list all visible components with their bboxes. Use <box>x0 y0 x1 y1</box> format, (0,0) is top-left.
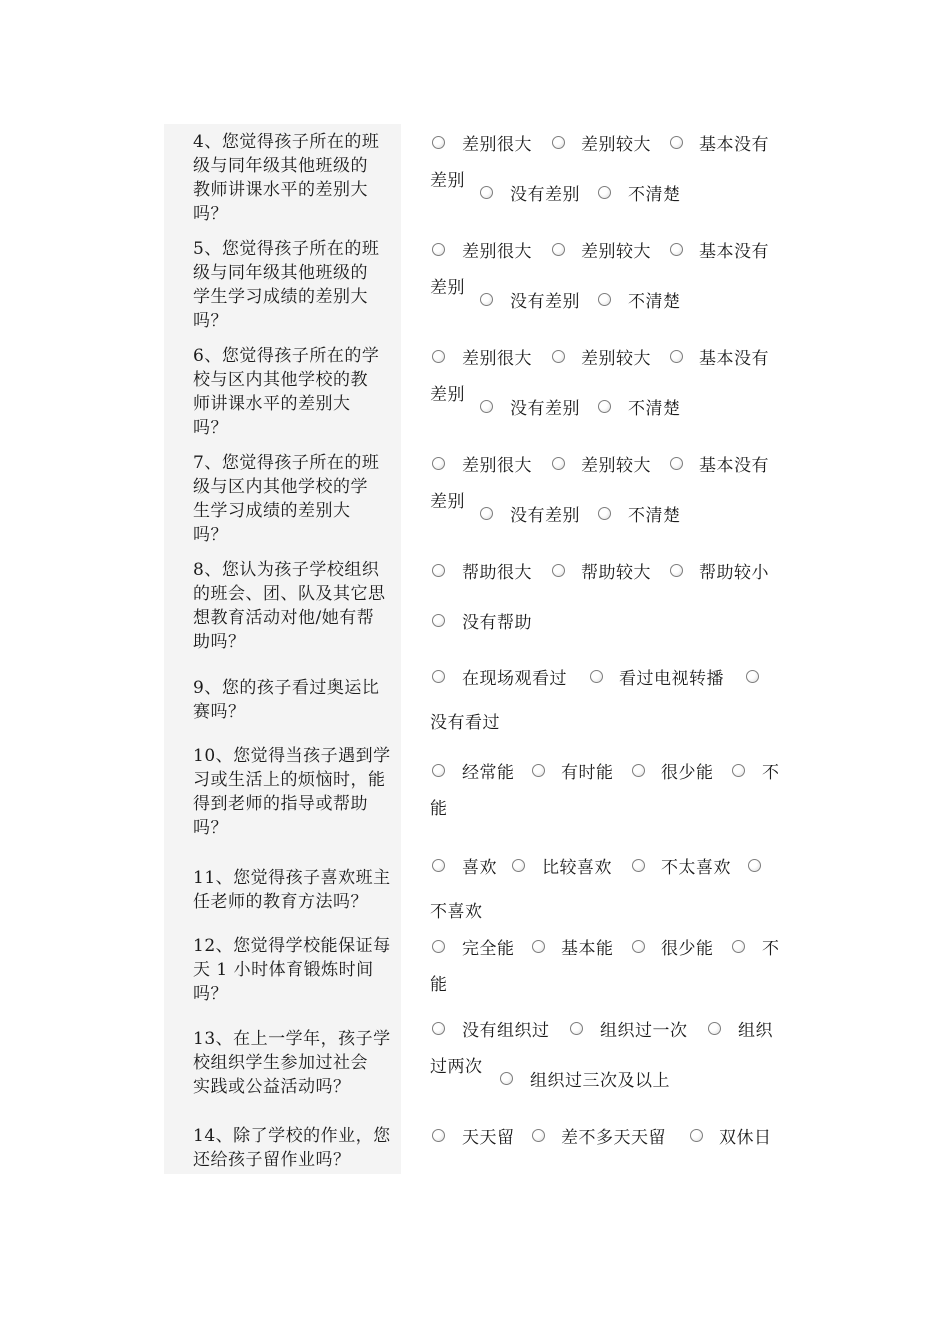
radio-button[interactable] <box>432 136 445 149</box>
radio-button[interactable] <box>432 564 445 577</box>
option-label: 差别较大 <box>581 242 651 262</box>
option-label: 不太喜欢 <box>661 858 731 878</box>
option-label: 很少能 <box>661 939 714 959</box>
question-text: 5、您觉得孩子所在的班 级与同年级其他班级的 学生学习成绩的差别大 吗？ <box>193 239 380 331</box>
option-label: 不清楚 <box>628 506 681 526</box>
radio-button[interactable] <box>670 564 683 577</box>
radio-button[interactable] <box>598 507 611 520</box>
radio-button[interactable] <box>598 400 611 413</box>
option-label: 差别很大 <box>462 456 532 476</box>
option-label: 差别很大 <box>462 135 532 155</box>
radio-button[interactable] <box>552 564 565 577</box>
option-label: 比较喜欢 <box>542 858 612 878</box>
option-label: 没有差别 <box>510 292 580 312</box>
radio-button[interactable] <box>500 1072 513 1085</box>
radio-button[interactable] <box>746 670 759 683</box>
option-label: 喜欢 <box>462 858 497 878</box>
option-label: 帮助较小 <box>699 563 769 583</box>
question-text: 12、您觉得学校能保证每 天 1 小时体育锻炼时间 吗？ <box>193 936 391 1004</box>
option-label: 没有看过 <box>430 713 500 733</box>
option-label: 差别较大 <box>581 135 651 155</box>
radio-button[interactable] <box>480 186 493 199</box>
radio-button[interactable] <box>432 1022 445 1035</box>
option-label: 不清楚 <box>628 185 681 205</box>
option-label: 不清楚 <box>628 292 681 312</box>
radio-button[interactable] <box>670 457 683 470</box>
radio-button[interactable] <box>598 186 611 199</box>
radio-button[interactable] <box>432 940 445 953</box>
option-label: 基本能 <box>561 939 614 959</box>
option-label: 基本没有 差别 <box>430 456 769 512</box>
question-text: 13、在上一学年，孩子学 校组织学生参加过社会 实践或公益活动吗？ <box>193 1029 391 1097</box>
option-label: 没有差别 <box>510 185 580 205</box>
radio-button[interactable] <box>598 293 611 306</box>
radio-button[interactable] <box>480 400 493 413</box>
option-label: 看过电视转播 <box>619 669 724 689</box>
radio-button[interactable] <box>512 859 525 872</box>
question-text: 14、除了学校的作业，您 还给孩子留作业吗？ <box>193 1126 391 1170</box>
option-label: 不清楚 <box>628 399 681 419</box>
question-text: 9、您的孩子看过奥运比 赛吗？ <box>193 678 380 722</box>
option-label: 没有差别 <box>510 399 580 419</box>
option-label: 没有差别 <box>510 506 580 526</box>
option-label: 天天留 <box>462 1128 515 1148</box>
option-label: 差别很大 <box>462 349 532 369</box>
option-label: 帮助较大 <box>581 563 651 583</box>
option-label: 组织 过两次 <box>430 1021 773 1077</box>
radio-button[interactable] <box>532 764 545 777</box>
radio-button[interactable] <box>708 1022 721 1035</box>
option-label: 帮助很大 <box>462 563 532 583</box>
radio-button[interactable] <box>670 243 683 256</box>
option-label: 双休日 <box>719 1128 772 1148</box>
option-label: 不喜欢 <box>430 902 483 922</box>
radio-button[interactable] <box>532 1129 545 1142</box>
radio-button[interactable] <box>480 507 493 520</box>
question-text: 4、您觉得孩子所在的班 级与同年级其他班级的 教师讲课水平的差别大 吗？ <box>193 132 380 224</box>
radio-button[interactable] <box>432 243 445 256</box>
radio-button[interactable] <box>570 1022 583 1035</box>
option-label: 基本没有 差别 <box>430 135 769 191</box>
radio-button[interactable] <box>432 614 445 627</box>
option-label: 差别较大 <box>581 349 651 369</box>
radio-button[interactable] <box>432 350 445 363</box>
radio-button[interactable] <box>432 457 445 470</box>
radio-button[interactable] <box>532 940 545 953</box>
option-label: 组织过一次 <box>600 1021 688 1041</box>
radio-button[interactable] <box>732 940 745 953</box>
option-label: 不 能 <box>430 939 780 995</box>
radio-button[interactable] <box>552 136 565 149</box>
option-label: 差不多天天留 <box>561 1128 666 1148</box>
option-label: 基本没有 差别 <box>430 349 769 405</box>
radio-button[interactable] <box>480 293 493 306</box>
option-label: 很少能 <box>661 763 714 783</box>
radio-button[interactable] <box>432 670 445 683</box>
question-text: 7、您觉得孩子所在的班 级与区内其他学校的学 生学习成绩的差别大 吗？ <box>193 453 380 545</box>
question-text: 10、您觉得当孩子遇到学 习或生活上的烦恼时，能 得到老师的指导或帮助 吗？ <box>193 746 391 838</box>
radio-button[interactable] <box>432 764 445 777</box>
radio-button[interactable] <box>552 243 565 256</box>
question-text: 8、您认为孩子学校组织 的班会、团、队及其它思 想教育活动对他/她有帮 助吗？ <box>193 560 386 652</box>
radio-button[interactable] <box>670 136 683 149</box>
option-label: 有时能 <box>561 763 614 783</box>
option-label: 没有组织过 <box>462 1021 550 1041</box>
option-label: 基本没有 差别 <box>430 242 769 298</box>
radio-button[interactable] <box>632 764 645 777</box>
option-label: 不 能 <box>430 763 780 819</box>
radio-button[interactable] <box>432 859 445 872</box>
radio-button[interactable] <box>632 940 645 953</box>
radio-button[interactable] <box>632 859 645 872</box>
radio-button[interactable] <box>670 350 683 363</box>
radio-button[interactable] <box>690 1129 703 1142</box>
question-text: 6、您觉得孩子所在的学 校与区内其他学校的教 师讲课水平的差别大 吗？ <box>193 346 380 438</box>
option-label: 经常能 <box>462 763 515 783</box>
question-text: 11、您觉得孩子喜欢班主 任老师的教育方法吗？ <box>193 868 391 912</box>
option-label: 没有帮助 <box>462 613 532 633</box>
option-label: 组织过三次及以上 <box>530 1071 670 1091</box>
option-label: 差别较大 <box>581 456 651 476</box>
radio-button[interactable] <box>748 859 761 872</box>
radio-button[interactable] <box>590 670 603 683</box>
radio-button[interactable] <box>552 457 565 470</box>
option-label: 差别很大 <box>462 242 532 262</box>
option-label: 在现场观看过 <box>462 669 567 689</box>
radio-button[interactable] <box>432 1129 445 1142</box>
option-label: 完全能 <box>462 939 515 959</box>
radio-button[interactable] <box>732 764 745 777</box>
radio-button[interactable] <box>552 350 565 363</box>
